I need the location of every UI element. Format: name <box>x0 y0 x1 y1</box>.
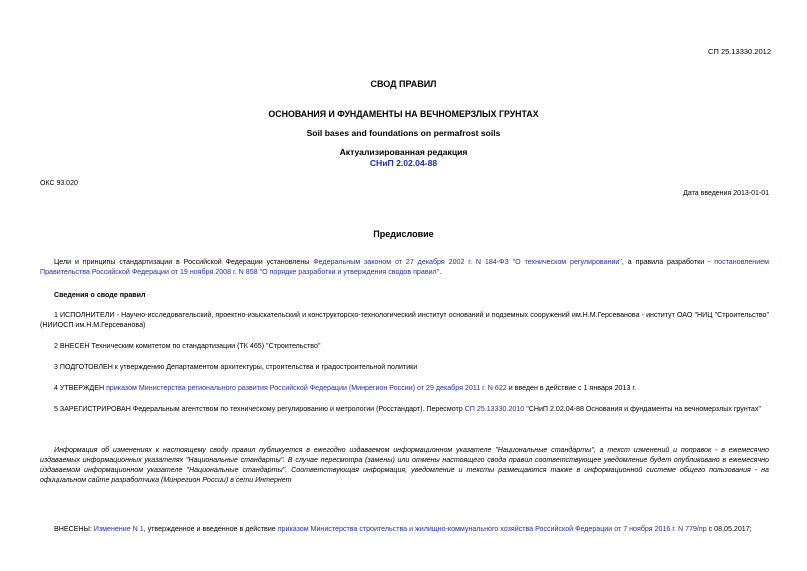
item5-text-b: "СНиП 2.02.04-88 Основания и фундаменты на вечномерзлых грунтах" <box>524 405 761 413</box>
amend-text-c: с 08.05.2017; <box>706 525 752 533</box>
item-1: 1 ИСПОЛНИТЕЛИ - Научно-исследовательский, проектно-изыскательский и конструкторско-технологический институт оснований и подземных сооружений им.Н.М.Герсеванова - институт ОАО "НИЦ "Строительство" (НИИОСП им.Н.М.Герсеванова) <box>40 311 769 329</box>
minstroy-order-link[interactable]: приказом Министерства строительства и жилищно-коммунального хозяйства Российской Федерации от 7 ноября 2016 г. N 779/пр <box>277 525 707 533</box>
preface-title: Предисловие <box>373 229 434 239</box>
snip-link[interactable]: СНиП 2.02.04-88 <box>369 158 438 168</box>
item-3: 3 ПОДГОТОВЛЕН к утверждению Департаментом архитектуры, строительства и градостроительной политики <box>54 363 418 371</box>
item5-text-a: 5 ЗАРЕГИСТРИРОВАН Федеральным агентством по техническому регулированию и метрологии (Росстандарт). Пересмотр <box>54 405 465 413</box>
info-title: Сведения о своде правил <box>54 291 146 299</box>
intro-date: Дата введения 2013-01-01 <box>683 190 769 197</box>
amendments-line <box>40 524 769 534</box>
edition-label: Актуализированная редакция <box>339 147 468 157</box>
item-4 <box>40 383 769 393</box>
title-ru: ОСНОВАНИЯ И ФУНДАМЕНТЫ НА ВЕЧНОМЕРЗЛЫХ ГРУНТАХ <box>268 109 539 119</box>
item4-text-a: 4 УТВЕРЖДЕН <box>54 384 107 392</box>
amendment-1-link[interactable]: Изменение N 1 <box>93 525 144 533</box>
amend-text-b: , утвержденное и введенное в действие <box>143 525 278 533</box>
p1-text-a: Цели и принципы стандартизации в Российской Федерации установлены <box>54 258 314 266</box>
government-decree-link[interactable]: постановлением Правительства Российской Федерации от 19 ноября 2008 г. N 858 "О порядке разработки и утверждения сводов правил" <box>40 258 769 276</box>
item4-text-b: и введен в действие с 1 января 2013 г. <box>506 384 637 392</box>
heading: СВОД ПРАВИЛ <box>370 79 437 89</box>
item-2: 2 ВНЕСЕН Техническим комитетом по стандартизации (ТК 465) "Строительство" <box>54 342 321 350</box>
federal-law-link[interactable]: Федеральным законом от 27 декабря 2002 г. N 184-ФЗ "О техническом регулировании" <box>313 258 622 266</box>
title-en: Soil bases and foundations on permafrost soils <box>306 128 501 138</box>
item-5 <box>40 404 769 414</box>
amend-text-a: ВНЕСЕНЫ: <box>54 525 94 533</box>
document-code: СП 25.13330.2012 <box>708 47 771 56</box>
preface-paragraph <box>40 257 769 277</box>
sp-2010-link[interactable]: СП 25.13330.2010 <box>464 405 525 413</box>
oks-code: ОКС 93.020 <box>40 180 78 187</box>
p1-text-b: , а правила разработки - <box>621 258 715 266</box>
publication-notice: Информация об изменениях к настоящему своду правил публикуется в ежегодно издаваемом информационном указателе "Национальные стандарты", а текст изменений и поправок - в ежемесячно издаваемых информационных указателях "Национальные стандарты". В случае пересмотра (замены) или отмены настоящего свода правил соответствующее уведомление будет опубликовано в ежемесячно издаваемом информационном указателе "Национальные стандарты". Соответствующая информация, уведомление и тексты размещаются также в информационной системе общего пользования - на официальном сайте разработчика (Минрегион России) в сети Интернет <box>40 446 769 484</box>
p1-text-c: . <box>439 268 442 276</box>
minregion-order-link[interactable]: приказом Министерства регионального развития Российской Федерации (Минрегион России) от 29 декабря 2011 г. N 622 <box>106 384 507 392</box>
